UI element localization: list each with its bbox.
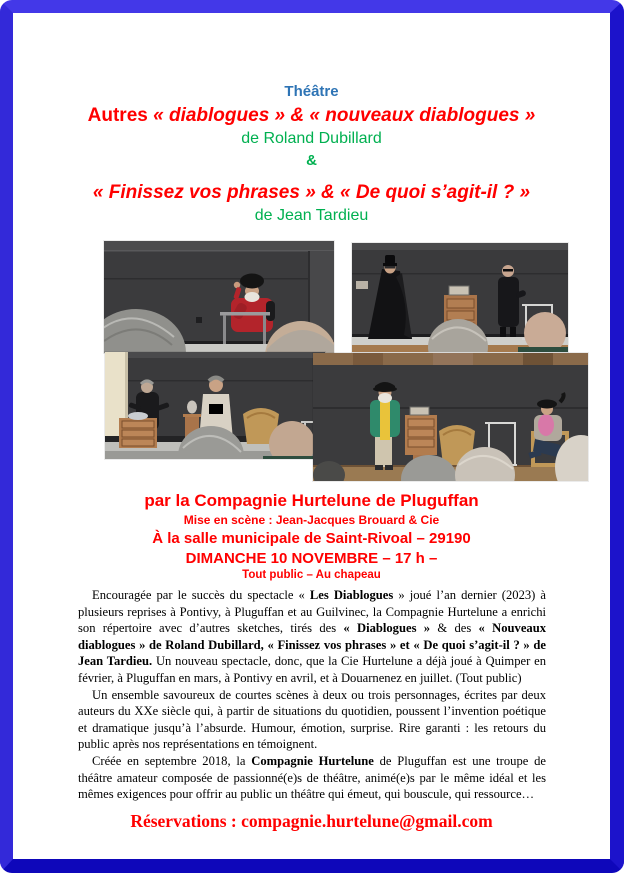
ampersand-separator: &	[306, 152, 317, 169]
paragraph-description: Un ensemble savoureux de courtes scènes à deux ou trois personnages, écrites par deux auteurs du XXe siècle qui, à partir de situations du quotidien, poussent l’invention poétique et dramatique jusqu’à l’absurde. Humour, émotion, surprise. Rire garanti : les retours du public après nos représentations en témoignent.	[78, 687, 546, 752]
audience-line: Tout public – Au chapeau	[242, 569, 381, 581]
photo-collage	[13, 241, 610, 482]
photo-black-cape-scene	[352, 243, 568, 352]
venue-line: À la salle municipale de Saint-Rivoal – 29190	[152, 530, 471, 547]
company-name-line: par la Compagnie Hurtelune de Pluguffan	[144, 491, 479, 510]
director-line: Mise en scène : Jean-Jacques Brouard & Cie	[183, 513, 440, 527]
play-title-tardieu: « Finissez vos phrases » & « De quoi s’agit-il ? »	[92, 182, 531, 203]
photo-black-cape-scene-art	[352, 243, 568, 352]
photo-trench-coat-scene	[105, 352, 325, 459]
author-tardieu: de Jean Tardieu	[254, 207, 369, 224]
kicker-theatre: Théâtre	[284, 83, 339, 100]
poster-content	[13, 83, 610, 873]
description-text	[78, 587, 546, 803]
play-title-dubillard	[13, 105, 610, 127]
play-title-italic: « diablogues » & « nouveaux diablogues »	[153, 105, 536, 126]
author-dubillard: de Roland Dubillard	[241, 130, 382, 147]
photo-red-jacket-actor-art	[104, 241, 334, 353]
photo-green-jacket-scene-art	[313, 353, 588, 481]
play-title-prefix: Autres	[87, 105, 154, 126]
photo-red-jacket-actor	[104, 241, 334, 353]
photo-green-jacket-scene	[313, 353, 588, 481]
reservation-email-line[interactable]: Réservations : compagnie.hurtelune@gmail.com	[130, 810, 493, 831]
paragraph-history: Encouragée par le succès du spectacle « Les Diablogues » joué l’an dernier (2023) à plusieurs reprises à Pontivy, à Pluguffan et au Guilvinec, la Compagnie Hurtelune a enrichi son répertoire avec d’autres sketches, tirés des « Diablogues » & des « Nouveaux diablogues » de Roland Dubillard, « Finissez vos phrases » et « De quoi s’agit-il ? » de Jean Tardieu. Un nouveau spectacle, donc, que la Cie Hurtelune a déjà joué à Quimper en février, à Pluguffan en mars, à Pontivy en avril, et à Douarnenez en juillet. (Tout public)	[78, 588, 547, 686]
date-line: DIMANCHE 10 NOVEMBRE – 17 h –	[185, 550, 438, 567]
paragraph-company: Créée en septembre 2018, la Compagnie Hurtelune de Pluguffan est une troupe de théâtre amateur composée de passionné(e)s de théâtre, animé(e)s par le même idéal et les mêmes exigences pour offrir au public un théâtre qui émeut, qui bouscule, qui ressource…	[78, 754, 546, 802]
photo-trench-coat-scene-art	[105, 352, 325, 459]
